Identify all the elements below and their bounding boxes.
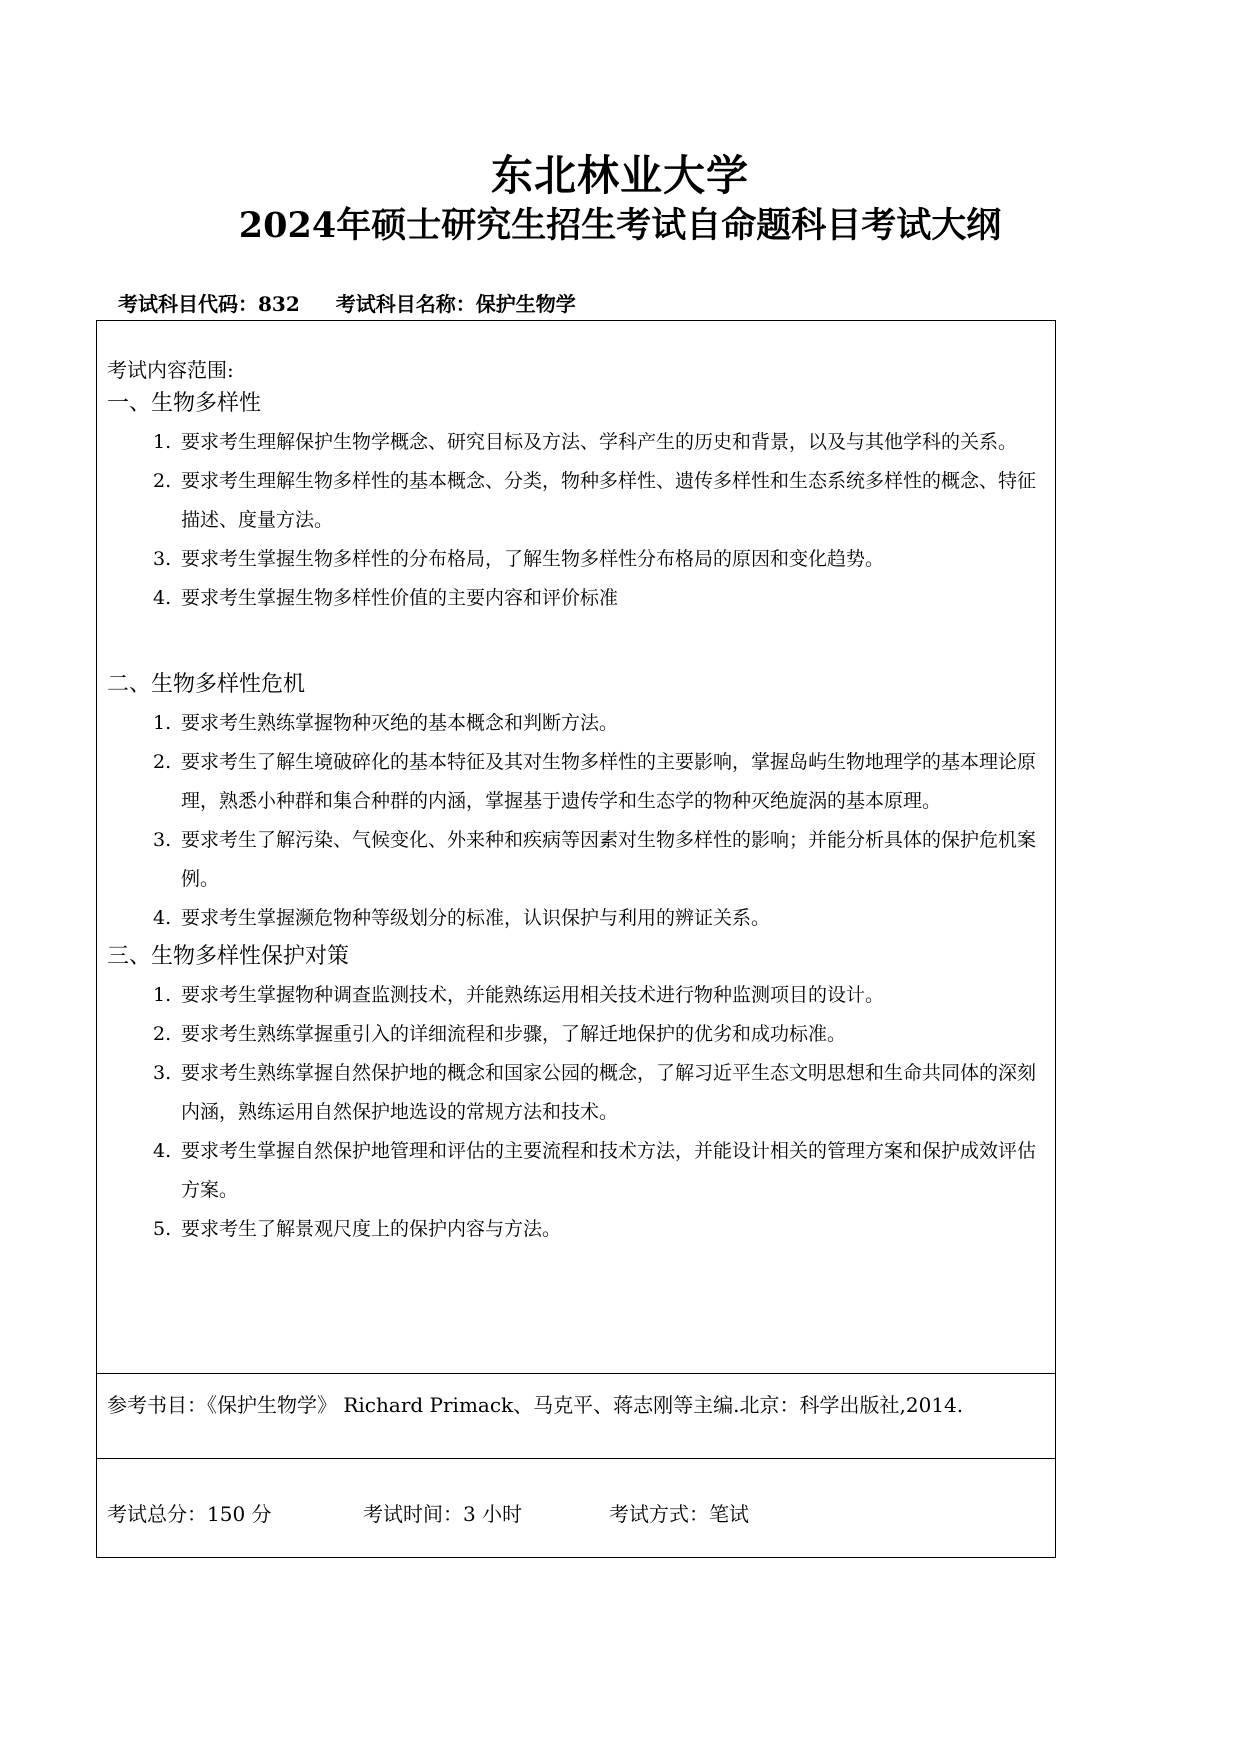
list-item bbox=[107, 821, 1043, 899]
section-heading: 三、生物多样性保护对策 bbox=[107, 944, 350, 969]
subject-code: 考试科目代码：832 bbox=[118, 292, 300, 316]
section-heading: 一、生物多样性 bbox=[107, 391, 262, 416]
item-text: 要求考生理解保护生物学概念、研究目标及方法、学科产生的历史和背景，以及与其他学科的关系。 bbox=[181, 431, 1018, 453]
list-item bbox=[107, 704, 1043, 743]
item-text: 要求考生熟练掌握重引入的详细流程和步骤，了解迁地保护的优劣和成功标准。 bbox=[181, 1023, 847, 1045]
list-item bbox=[107, 540, 1043, 579]
item-text: 要求考生了解生境破碎化的基本特征及其对生物多样性的主要影响，掌握岛屿生物地理学的基本理论原理，熟悉小种群和集合种群的内涵，掌握基于遗传学和生态学的物种灭绝旋涡的基本原理。 bbox=[181, 751, 1037, 812]
item-text: 要求考生掌握生物多样性的分布格局，了解生物多样性分布格局的原因和变化趋势。 bbox=[181, 548, 885, 570]
item-number: 4. bbox=[153, 907, 172, 929]
item-number: 1. bbox=[153, 984, 172, 1006]
list-item bbox=[107, 462, 1043, 540]
scope-label: 考试内容范围: bbox=[107, 358, 234, 382]
item-number: 4. bbox=[153, 587, 172, 609]
item-number: 1. bbox=[153, 712, 172, 734]
item-number: 2. bbox=[153, 1023, 172, 1045]
list-item bbox=[107, 743, 1043, 821]
item-text: 要求考生熟练掌握自然保护地的概念和国家公园的概念，了解习近平生态文明思想和生命共同体的深刻内涵，熟练运用自然保护地选设的常规方法和技术。 bbox=[181, 1062, 1037, 1123]
table-divider bbox=[97, 1373, 1055, 1374]
section-spacer bbox=[107, 618, 1043, 666]
exam-info bbox=[107, 1499, 1043, 1529]
section-items bbox=[107, 976, 1043, 1249]
item-text: 要求考生熟练掌握物种灭绝的基本概念和判断方法。 bbox=[181, 712, 619, 734]
item-number: 4. bbox=[153, 1140, 172, 1162]
section-heading: 二、生物多样性危机 bbox=[107, 672, 306, 697]
list-item bbox=[107, 1132, 1043, 1210]
item-text: 要求考生掌握物种调查监测技术，并能熟练运用相关技术进行物种监测项目的设计。 bbox=[181, 984, 885, 1006]
exam-duration: 考试时间：3 小时 bbox=[363, 1502, 523, 1526]
table-divider bbox=[97, 1458, 1055, 1459]
section-items bbox=[107, 704, 1043, 938]
item-number: 1. bbox=[153, 431, 172, 453]
list-item bbox=[107, 899, 1043, 938]
item-text: 要求考生理解生物多样性的基本概念、分类，物种多样性、遗传多样性和生态系统多样性的概念、特征描述、度量方法。 bbox=[181, 470, 1037, 531]
subject-info bbox=[118, 288, 576, 317]
list-item bbox=[107, 1054, 1043, 1132]
item-number: 2. bbox=[153, 751, 172, 773]
section-items bbox=[107, 423, 1043, 618]
syllabus-table bbox=[96, 320, 1056, 1558]
reference-books: 参考书目：《保护生物学》 Richard Primack、马克平、蒋志刚等主编.北京：科学出版社,2014. bbox=[107, 1393, 964, 1417]
list-item bbox=[107, 579, 1043, 618]
item-number: 3. bbox=[153, 829, 172, 851]
total-score: 考试总分：150 分 bbox=[107, 1502, 272, 1526]
exam-method: 考试方式：笔试 bbox=[609, 1502, 749, 1526]
item-text: 要求考生了解景观尺度上的保护内容与方法。 bbox=[181, 1218, 562, 1240]
item-text: 要求考生掌握生物多样性价值的主要内容和评价标准 bbox=[181, 587, 619, 609]
content-scope bbox=[107, 355, 1043, 1249]
item-number: 3. bbox=[153, 548, 172, 570]
item-number: 2. bbox=[153, 470, 172, 492]
item-text: 要求考生掌握濒危物种等级划分的标准，认识保护与利用的辨证关系。 bbox=[181, 907, 771, 929]
subject-name: 考试科目名称：保护生物学 bbox=[335, 292, 576, 316]
item-number: 3. bbox=[153, 1062, 172, 1084]
item-number: 5. bbox=[153, 1218, 172, 1240]
list-item bbox=[107, 423, 1043, 462]
list-item bbox=[107, 1210, 1043, 1249]
list-item bbox=[107, 1015, 1043, 1054]
document-subtitle: 2024年硕士研究生招生考试自命题科目考试大纲 bbox=[238, 205, 1002, 246]
item-text: 要求考生了解污染、气候变化、外来种和疾病等因素对生物多样性的影响；并能分析具体的保护危机案例。 bbox=[181, 829, 1037, 890]
item-text: 要求考生掌握自然保护地管理和评估的主要流程和技术方法，并能设计相关的管理方案和保护成效评估方案。 bbox=[181, 1140, 1037, 1201]
list-item bbox=[107, 976, 1043, 1015]
university-title: 东北林业大学 bbox=[490, 151, 749, 200]
